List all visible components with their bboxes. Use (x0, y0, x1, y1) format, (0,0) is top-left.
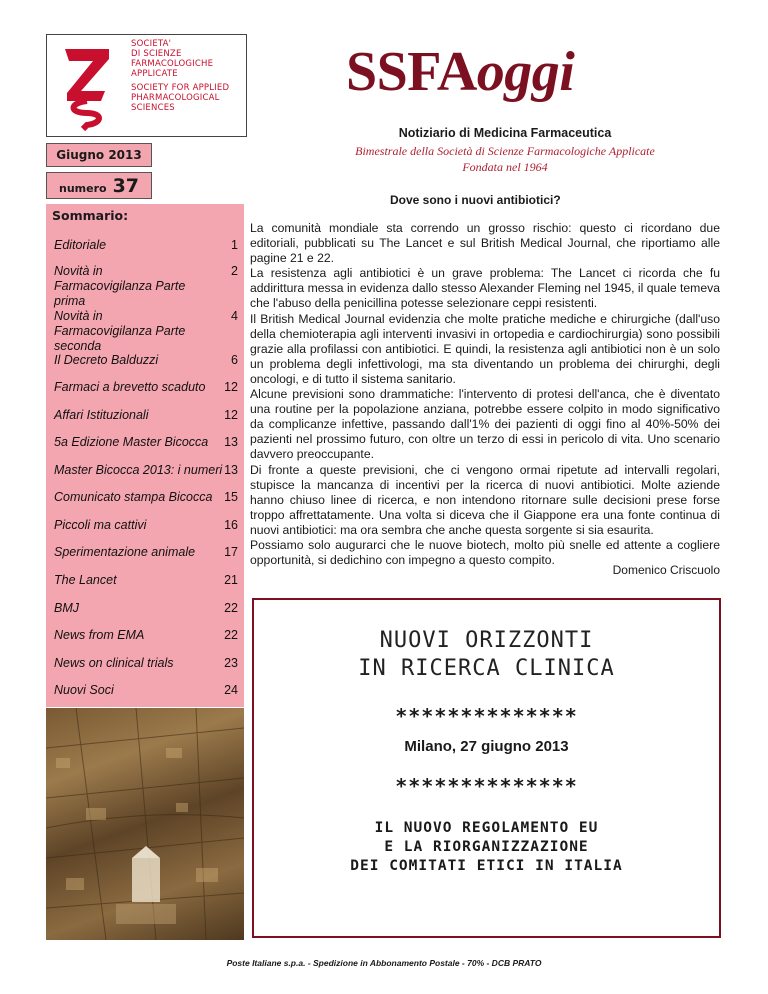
editorial-paragraph: Il British Medical Journal evidenzia che molte pratiche mediche e chirurgiche (dall'uso della chemioterapia agli interventi invasivi in ortopedia e cardiochirurgia) sono possibili grazie alla profilassi con antibiotici. E quindi, la resistenza agli antibiotici non è un solo un problema degli infettivologi, ma sta diventando un problema dei chirurghi, degli oncologi, e di tutto il sistema sanitario. (250, 311, 720, 386)
toc-item[interactable]: Farmaci a brevetto scaduto 12 (54, 380, 238, 394)
newsletter-subtitle: Notiziario di Medicina Farmaceutica (398, 126, 612, 140)
city-texture-icon (46, 708, 244, 940)
masthead-title: SSFAoggi (346, 41, 575, 103)
toc-page: 12 (224, 380, 238, 394)
toc-page: 6 (231, 353, 238, 367)
event-star-divider: ************** (395, 774, 578, 798)
toc-item[interactable]: Nuovi Soci 24 (54, 683, 238, 697)
issue-date: Giugno 2013 (46, 143, 152, 167)
toc-item[interactable]: Il Decreto Balduzzi 6 (54, 353, 238, 367)
editorial-author: Domenico Criscuolo (612, 563, 720, 577)
toc-item[interactable]: Master Bicocca 2013: i numeri 13 (54, 463, 238, 477)
cathedral-icon (132, 846, 160, 902)
event-topic-line1: IL NUOVO REGOLAMENTO EU (374, 820, 599, 836)
toc-page: 17 (224, 545, 238, 559)
toc-page: 22 (224, 628, 238, 642)
toc-page: 22 (224, 601, 238, 615)
toc-page: 1 (231, 238, 238, 252)
toc-item[interactable]: 5a Edizione Master Bicocca 13 (54, 435, 238, 449)
toc-page: 15 (224, 490, 238, 504)
toc-item[interactable]: Sperimentazione animale 17 (54, 545, 238, 559)
toc-page: 21 (224, 573, 238, 587)
toc-title: Sommario: (52, 208, 129, 223)
toc-item[interactable]: Affari Istituzionali 12 (54, 408, 238, 422)
editorial-body (250, 221, 720, 568)
editorial-paragraph: La comunità mondiale sta correndo un grosso rischio: questo ci ricordano due editoriali, pubblicati su The Lancet e sul British Medical Journal, che riportiamo alle pagine 21 e 22. (250, 221, 720, 266)
event-topic-line3: DEI COMITATI ETICI IN ITALIA (350, 858, 623, 874)
toc-page: 13 (224, 463, 238, 477)
toc-page: 2 (231, 264, 238, 278)
event-title-line2: IN RICERCA CLINICA (358, 656, 615, 681)
toc-item[interactable]: Piccoli ma cattivi 16 (54, 518, 238, 532)
toc-item[interactable]: News on clinical trials 23 (54, 656, 238, 670)
editorial-paragraph: La resistenza agli antibiotici è un grave problema: The Lancet ci ricorda che fu addirittura messa in evidenza dallo stesso Alexander Fleming nel 1945, il quale temeva che l'abuso della penicillina potesse selezionare ceppi resistenti. (250, 266, 720, 311)
toc-page: 24 (224, 683, 238, 697)
toc-item[interactable]: Novità in Farmacovigilanza Parte prima (54, 264, 186, 308)
table-of-contents (46, 204, 244, 707)
newsletter-publisher: Bimestrale della Società di Scienze Farmacologiche Applicate (355, 144, 655, 158)
editorial-title: Dove sono i nuovi antibiotici? (390, 193, 561, 207)
event-title-line1: NUOVI ORIZZONTI (379, 628, 594, 653)
toc-page: 13 (224, 435, 238, 449)
event-city-date: Milano, 27 giugno 2013 (404, 738, 569, 755)
toc-item[interactable]: The Lancet 21 (54, 573, 238, 587)
society-name-italian: SOCIETA' DI SCIENZE FARMACOLOGICHE APPLICATE (131, 39, 214, 79)
society-logo-box (46, 34, 247, 137)
toc-page: 12 (224, 408, 238, 422)
toc-page: 16 (224, 518, 238, 532)
issue-number-value: 37 (112, 175, 140, 197)
editorial-paragraph: Di fronte a queste previsioni, che ci vengono ormai ripetute ad intervalli regolari, stupisce la mancanza di incentivi per la ricerca di nuovi antibiotici. Molte aziende hanno chiuso linee di ricerca, e non intendono ritornare sulle decisioni prese forse troppo affrettatamente. Una volta si diceva che il Giappone era una fonte continua di nuovi antibiotici: ma ora sembra che anche questa sorgente si sia esaurita. (250, 462, 720, 537)
toc-page: 23 (224, 656, 238, 670)
toc-page: 4 (231, 309, 238, 323)
event-star-divider: ************** (395, 704, 578, 728)
event-topic-line2: E LA RIORGANIZZAZIONE (384, 839, 589, 855)
toc-item[interactable]: News from EMA 22 (54, 628, 238, 642)
toc-item[interactable]: Comunicato stampa Bicocca 15 (54, 490, 238, 504)
editorial-paragraph: Alcune previsioni sono drammatiche: l'intervento di protesi dell'anca, che è diventato una routine per la popolazione anziana, potrebbe essere colpito in modo significativo da complicanze infettive, passando dall'1% dei pazienti di oggi fino al 40%-50% dei pazienti nel prossimo futuro, con oltre un terzo di essi in pericolo di vita. Uno scenario davvero preoccupante. (250, 387, 720, 462)
postal-footer: Poste Italiane s.p.a. - Spedizione in Abbonamento Postale - 70% - DCB PRATO (226, 958, 542, 968)
society-logo-icon (57, 45, 117, 131)
newsletter-founded: Fondata nel 1964 (462, 160, 548, 174)
event-announcement-box (252, 598, 721, 938)
toc-item[interactable]: Editoriale 1 (54, 238, 238, 252)
aerial-city-photo (46, 708, 244, 940)
toc-item[interactable]: BMJ 22 (54, 601, 238, 615)
toc-item[interactable]: Novità in Farmacovigilanza Parte seconda (54, 309, 186, 353)
editorial-paragraph: Possiamo solo augurarci che le nuove biotech, molto più snelle ed attente a cogliere opportunità, si dedichino con impegno a questo compito. (250, 537, 720, 568)
society-name-english: SOCIETY FOR APPLIED PHARMACOLOGICAL SCIENCES (131, 83, 230, 113)
issue-number (46, 172, 152, 199)
issue-number-label: numero (58, 182, 107, 195)
